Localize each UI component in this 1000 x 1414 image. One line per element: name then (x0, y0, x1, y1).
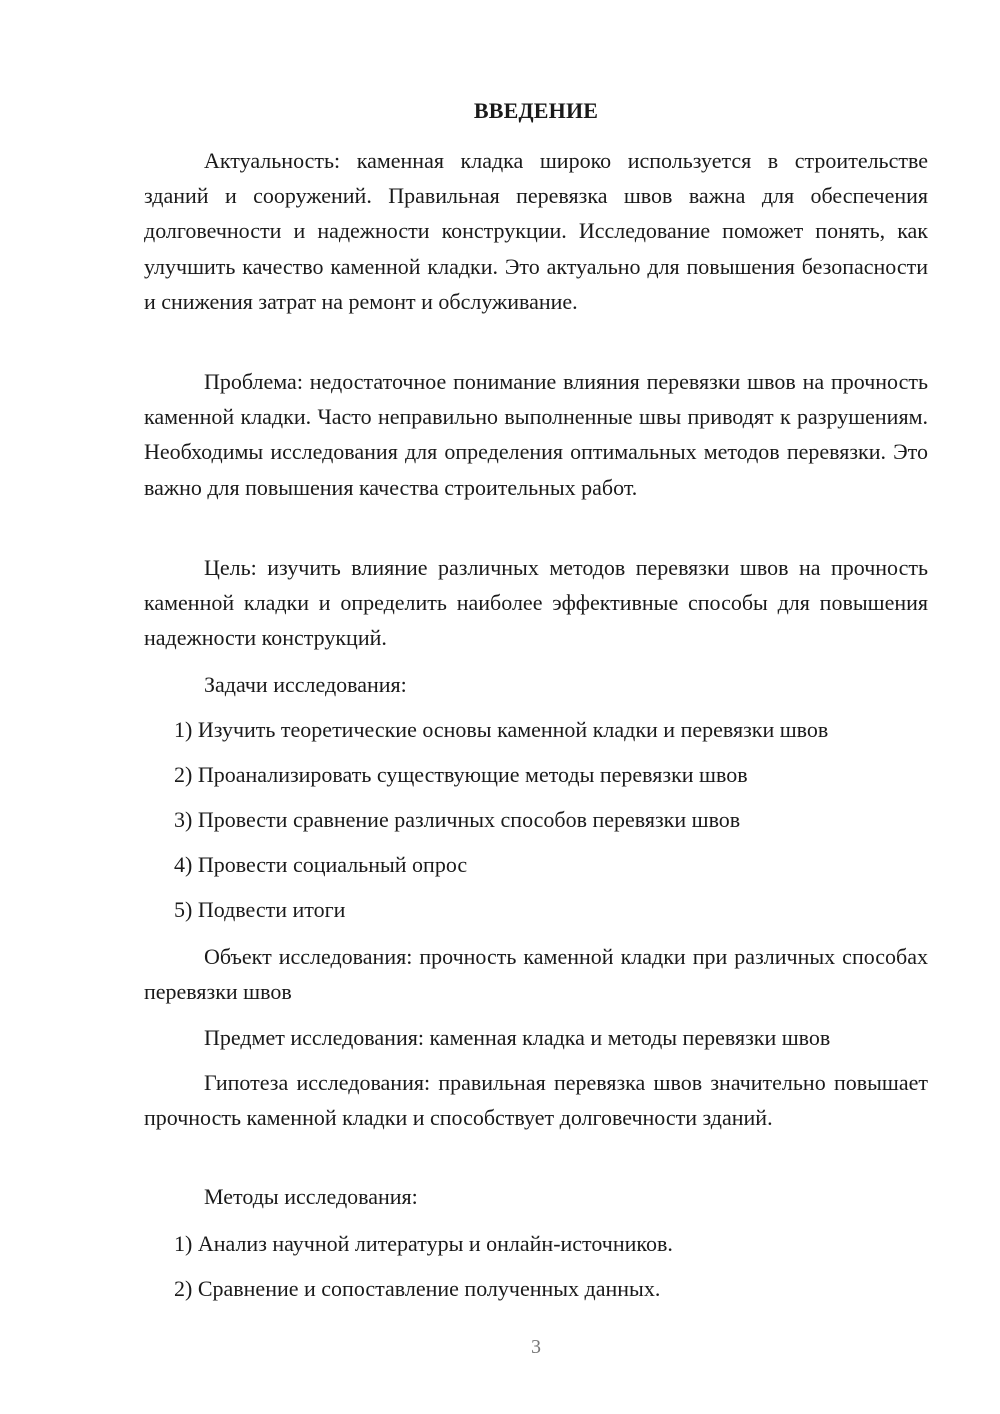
page-number: 3 (531, 1336, 541, 1358)
task-item: 4) Провести социальный опрос (174, 852, 468, 877)
paragraph-relevance: Актуальность: каменная кладка широко используется в строительстве зданий и сооружений. Правильная перевязка швов важна для обеспечения долговечности и надежности конструкции. Исследование поможет понять, как улучшить качество каменной кладки. Это актуально для повышения безопасности и снижения затрат на ремонт и обслуживание. (144, 148, 928, 314)
task-item: 3) Провести сравнение различных способов перевязки швов (174, 807, 741, 832)
method-item: 1) Анализ научной литературы и онлайн-источников. (174, 1231, 673, 1256)
paragraph-goal: Цель: изучить влияние различных методов перевязки швов на прочность каменной кладки и определить наиболее эффективные способы для повышения надежности конструкций. (144, 555, 928, 651)
task-item: 2) Проанализировать существующие методы перевязки швов (174, 762, 748, 787)
methods-heading: Методы исследования: (204, 1184, 418, 1209)
task-item: 1) Изучить теоретические основы каменной кладки и перевязки швов (174, 717, 829, 742)
tasks-heading: Задачи исследования: (204, 672, 407, 697)
paragraph-hypothesis: Гипотеза исследования: правильная перевязка швов значительно повышает прочность каменной кладки и способствует долговечности зданий. (144, 1070, 928, 1131)
method-item: 2) Сравнение и сопоставление полученных данных. (174, 1276, 661, 1301)
paragraph-object: Объект исследования: прочность каменной кладки при различных способах перевязки швов (144, 944, 928, 1005)
paragraph-problem: Проблема: недостаточное понимание влияния перевязки швов на прочность каменной кладки. Часто неправильно выполненные швы приводят к разрушениям. Необходимы исследования для определения оптимальных методов перевязки. Это важно для повышения качества строительных работ. (144, 369, 928, 500)
page-title: ВВЕДЕНИЕ (473, 98, 599, 123)
task-item: 5) Подвести итоги (174, 897, 346, 922)
paragraph-subject: Предмет исследования: каменная кладка и методы перевязки швов (204, 1025, 831, 1050)
